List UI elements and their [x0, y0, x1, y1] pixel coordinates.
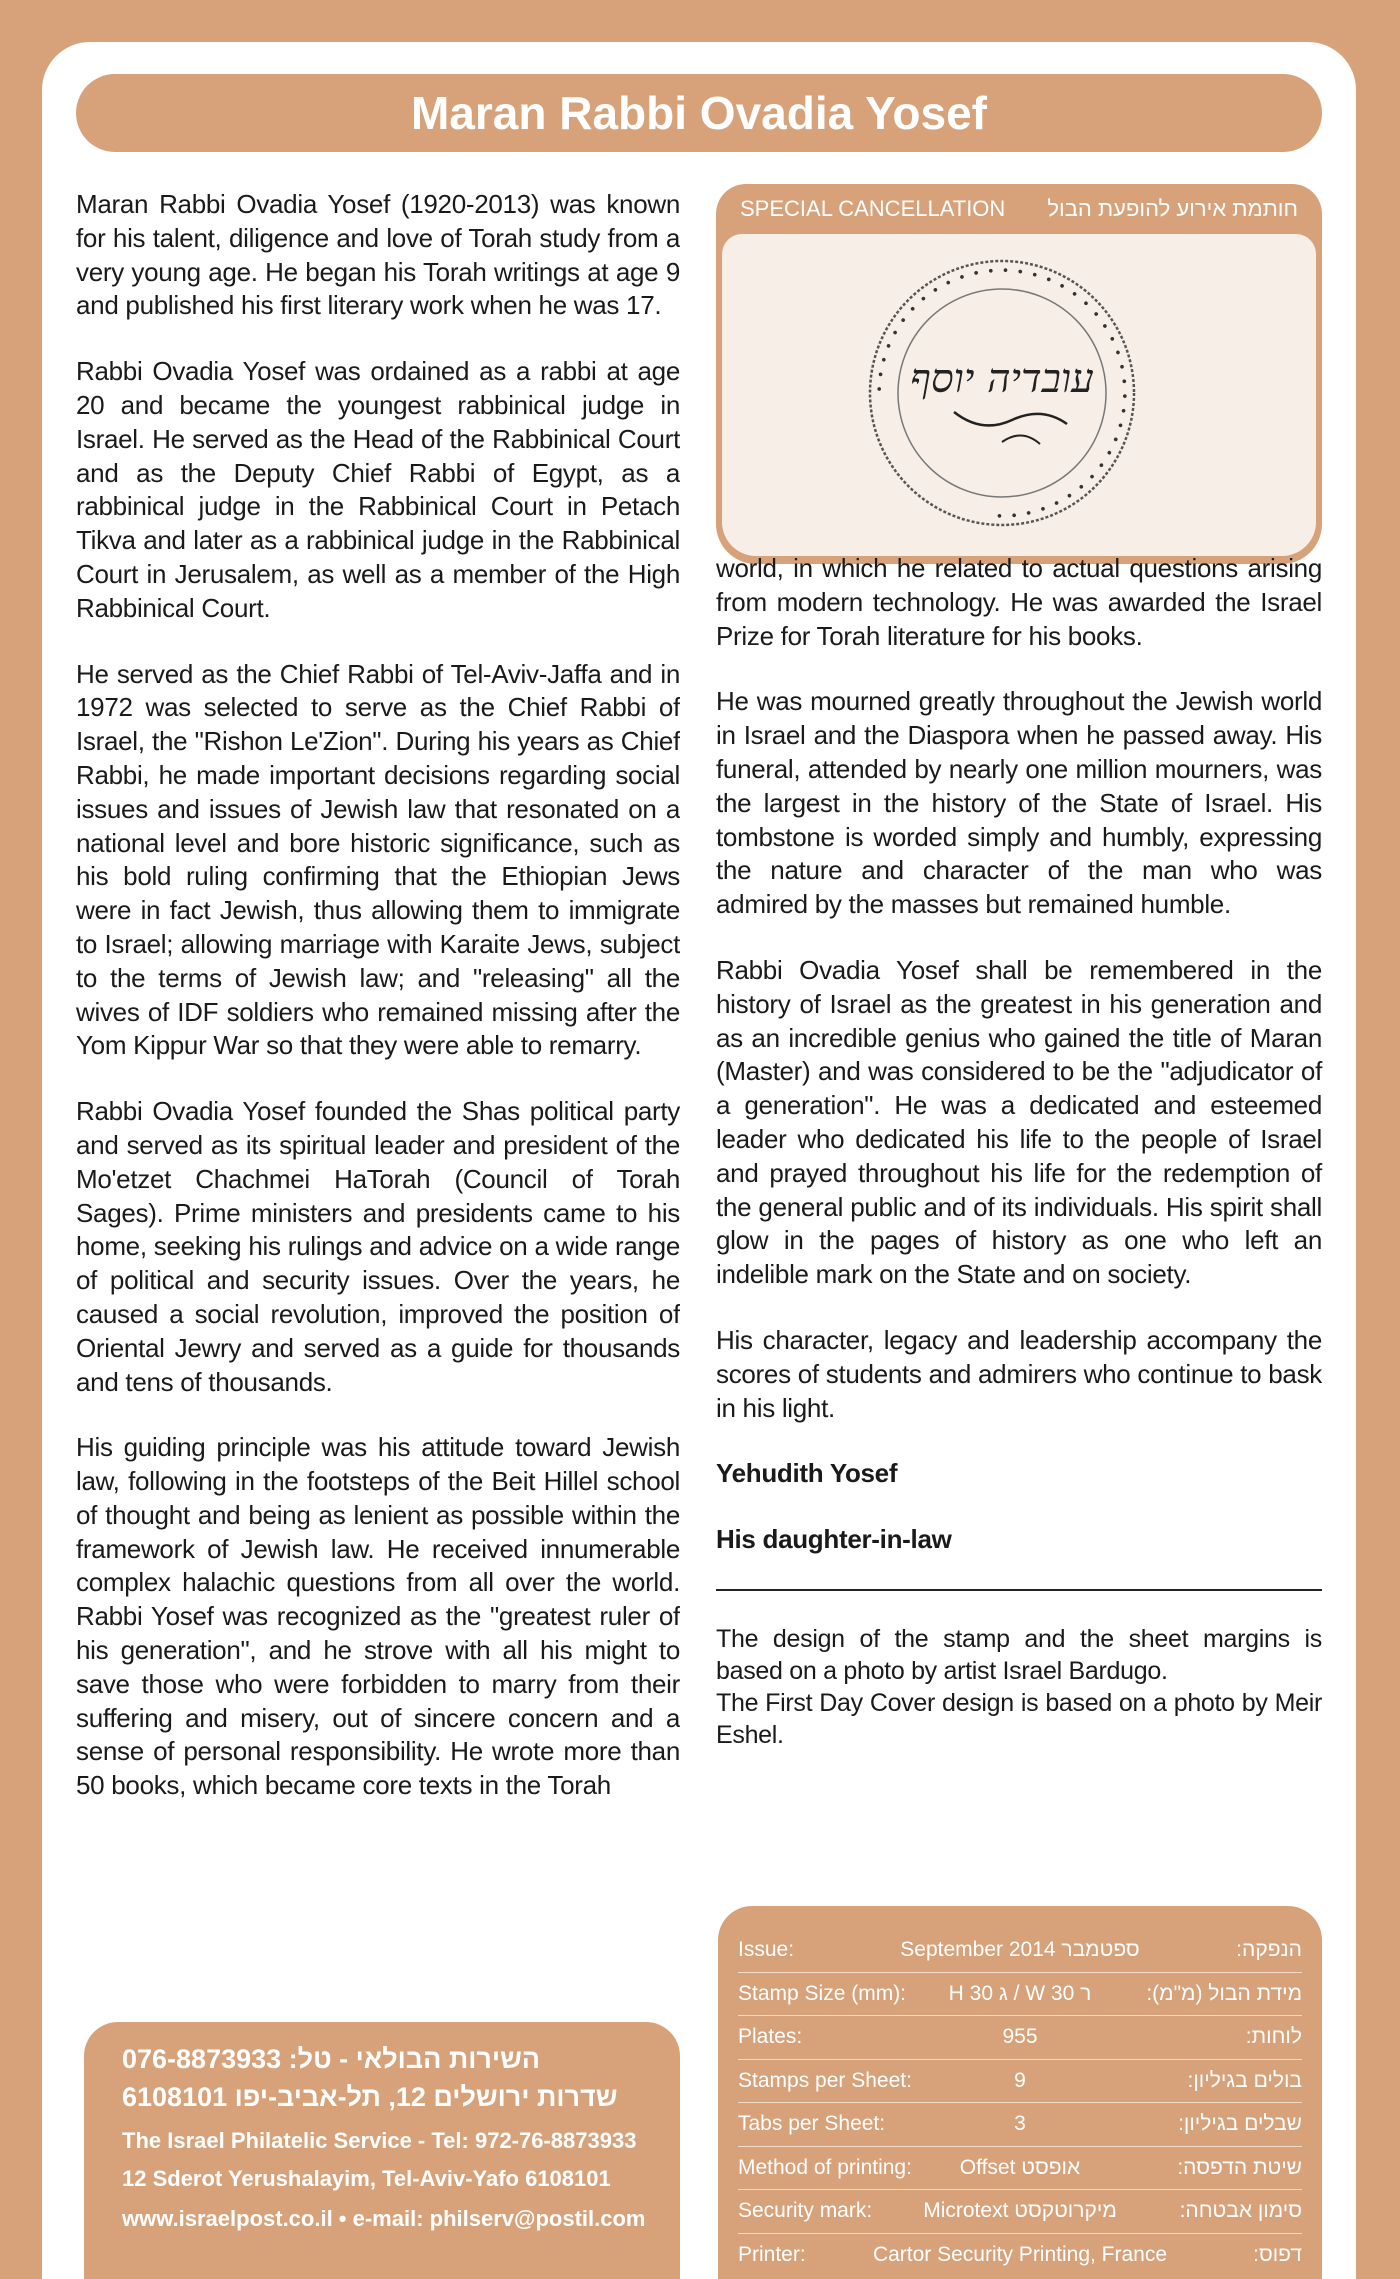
- signature-name: Yehudith Yosef: [716, 1458, 898, 1489]
- info-row: [738, 1972, 1302, 2017]
- seal-signature: עובדיה יוסף: [910, 356, 1094, 402]
- paragraph: world, in which he related to actual questions arising from modern technology. He was awarded the Israel Prize for Torah literature for his books.: [716, 553, 1322, 651]
- left-column: [76, 188, 680, 1998]
- info-label-en: Method of printing:: [738, 2155, 912, 2179]
- philatelic-service-box: [84, 2022, 680, 2279]
- service-en-line: 12 Sderot Yerushalayim, Tel-Aviv-Yafo 6108101: [122, 2166, 611, 2191]
- info-label-he: שיטת הדפסה:: [1177, 2155, 1302, 2179]
- paragraph: He was mourned greatly throughout the Jewish world in Israel and the Diaspora when he passed away. His funeral, attended by nearly one million mourners, was the largest in the history of the State of Israel. His tombstone is worded simply and humbly, expressing the nature and character of the man who was admired by the masses but remained humble.: [716, 686, 1322, 920]
- info-value: 9: [1014, 2068, 1026, 2092]
- info-label-he: לוחות:: [1245, 2025, 1302, 2048]
- info-row: [738, 2015, 1302, 2060]
- design-credits: [716, 1623, 1322, 1751]
- info-row: [738, 2059, 1302, 2104]
- paragraph: His guiding principle was his attitude toward Jewish law, following in the footsteps of the Beit Hillel school of thought and being as lenient as possible within the framework of Jewish law. He received innumerable complex halachic questions from all over the world. Rabbi Yosef was recognized as the "greatest ruler of his generation", and he strove with all his might to save those who were forbidden to marry from their suffering and misery, out of sincere concern and a sense of personal responsibility. He wrote more than 50 books, which became core texts in the Torah: [76, 1432, 680, 1801]
- cancellation-seal: [862, 252, 1142, 534]
- paragraph: His character, legacy and leadership accompany the scores of students and admirers who continue to bask in his light.: [716, 1324, 1322, 1423]
- info-label-en: Plates:: [738, 2025, 803, 2048]
- info-value: September 2014 ספטמבר: [900, 1938, 1140, 1961]
- cancellation-label: [716, 184, 1322, 234]
- info-value: Offset אופסט: [959, 2155, 1081, 2179]
- page-title: Maran Rabbi Ovadia Yosef: [410, 87, 988, 139]
- info-value: H 30 ג / W 30 ר: [948, 1981, 1092, 2005]
- info-label-en: Security mark:: [738, 2199, 873, 2222]
- document-card: [42, 42, 1356, 2279]
- stamp-info-table: [718, 1906, 1322, 2279]
- info-label-en: Tabs per Sheet:: [738, 2112, 886, 2135]
- paragraph: Maran Rabbi Ovadia Yosef (1920-2013) was known for his talent, diligence and love of Torah study from a very young age. He began his Torah writings at age 9 and published his first literary work when he was 17.: [76, 189, 680, 321]
- special-cancellation-panel: [716, 184, 1322, 564]
- credit-line: The First Day Cover design is based on a photo by Meir Eshel.: [716, 1688, 1322, 1749]
- cancellation-label-en: SPECIAL CANCELLATION: [740, 196, 1006, 221]
- signature-role: His daughter-in-law: [716, 1524, 952, 1555]
- service-contact-line: www.israelpost.co.il • e-mail: philserv@postil.com: [122, 2206, 646, 2231]
- info-label-he: מידת הבול (מ"מ):: [1146, 1981, 1302, 2005]
- info-label-en: Stamps per Sheet:: [738, 2068, 912, 2092]
- paragraph: He served as the Chief Rabbi of Tel-Aviv-Jaffa and in 1972 was selected to serve as the Chief Rabbi of Israel, the "Rishon Le'Zion". During his years as Chief Rabbi, he made important decisions regarding social issues and issues of Jewish law that resonated on a national level and bore historic significance, such as his bold ruling confirming that the Ethiopian Jews were in fact Jewish, thus allowing them to immigrate to Israel; allowing marriage with Karaite Jews, subject to the terms of Jewish law; and "releasing" all the wives of IDF soldiers who remained missing after the Yom Kippur War so that they were able to remarry.: [76, 658, 680, 1061]
- info-value: 955: [1002, 2025, 1038, 2048]
- service-he-line: השירות הבולאי - טל: 076-8873933: [122, 2044, 541, 2074]
- info-label-he: בולים בגיליון:: [1187, 2068, 1302, 2092]
- info-label-en: Issue:: [738, 1938, 795, 1961]
- info-value: 3: [1014, 2112, 1026, 2135]
- paragraph: Rabbi Ovadia Yosef was ordained as a rabbi at age 20 and became the youngest rabbinical judge in Israel. He served as the Head of the Rabbinical Court and as the Deputy Chief Rabbi of Egypt, as a rabbinical judge in the Rabbinical Court in Petach Tikva and later as a rabbinical judge in the Rabbinical Court in Jerusalem, as well as a member of the High Rabbinical Court.: [76, 356, 680, 623]
- info-label-he: הנפקה:: [1236, 1938, 1302, 1961]
- svg-text:• • • • • • • • • • • • • • •: • • • • • • • • • • • • • • • • • • • • • • • • • • • • • • • • • • • • • • • •: [872, 263, 1132, 523]
- cancellation-label-he: חותמת אירוע להופעת הבול: [1047, 196, 1298, 221]
- service-he-line: שדרות ירושלים 12, תל-אביב-יפו 6108101: [122, 2082, 618, 2112]
- info-label-he: דפוס:: [1253, 2242, 1302, 2266]
- service-en-line: The Israel Philatelic Service - Tel: 972-76-8873933: [122, 2128, 637, 2153]
- paragraph: Rabbi Ovadia Yosef founded the Shas political party and served as its spiritual leader and president of the Mo'etzet Chachmei HaTorah (Council of Torah Sages). Prime ministers and presidents came to his home, seeking his rulings and advice on a wide range of political and security issues. Over the years, he caused a social revolution, improved the position of Oriental Jewry and served as a guide for thousands and tens of thousands.: [76, 1096, 680, 1397]
- info-row: [738, 2233, 1302, 2277]
- info-row: [738, 2102, 1302, 2147]
- info-label-en: Stamp Size (mm):: [738, 1981, 907, 2005]
- title-bar: [76, 74, 1322, 152]
- right-column: [716, 552, 1322, 1751]
- info-row: [738, 1928, 1302, 1973]
- info-row: [738, 2189, 1302, 2234]
- cancellation-inner: [722, 234, 1316, 556]
- paragraph: Rabbi Ovadia Yosef shall be remembered in the history of Israel as the greatest in his generation and as an incredible genius who gained the title of Maran (Master) and was considered to be the "adjudicator of a generation". He was a dedicated and esteemed leader who dedicated his life to the people of Israel and prayed throughout his life for the redemption of the general public and of its individuals. His spirit shall glow in the pages of history as one who left an indelible mark on the State and on society.: [716, 954, 1322, 1290]
- info-label-he: סימון אבטחה:: [1179, 2199, 1302, 2222]
- divider: [716, 1589, 1322, 1591]
- credit-line: The design of the stamp and the sheet margins is based on a photo by artist Israel Bardugo.: [716, 1624, 1322, 1685]
- info-label-he: שבלים בגיליון:: [1178, 2112, 1302, 2135]
- info-value: Microtext מיקרוטקסט: [923, 2199, 1117, 2222]
- info-label-en: Printer:: [738, 2242, 806, 2266]
- info-row: [738, 2146, 1302, 2191]
- info-value: Cartor Security Printing, France: [872, 2242, 1168, 2266]
